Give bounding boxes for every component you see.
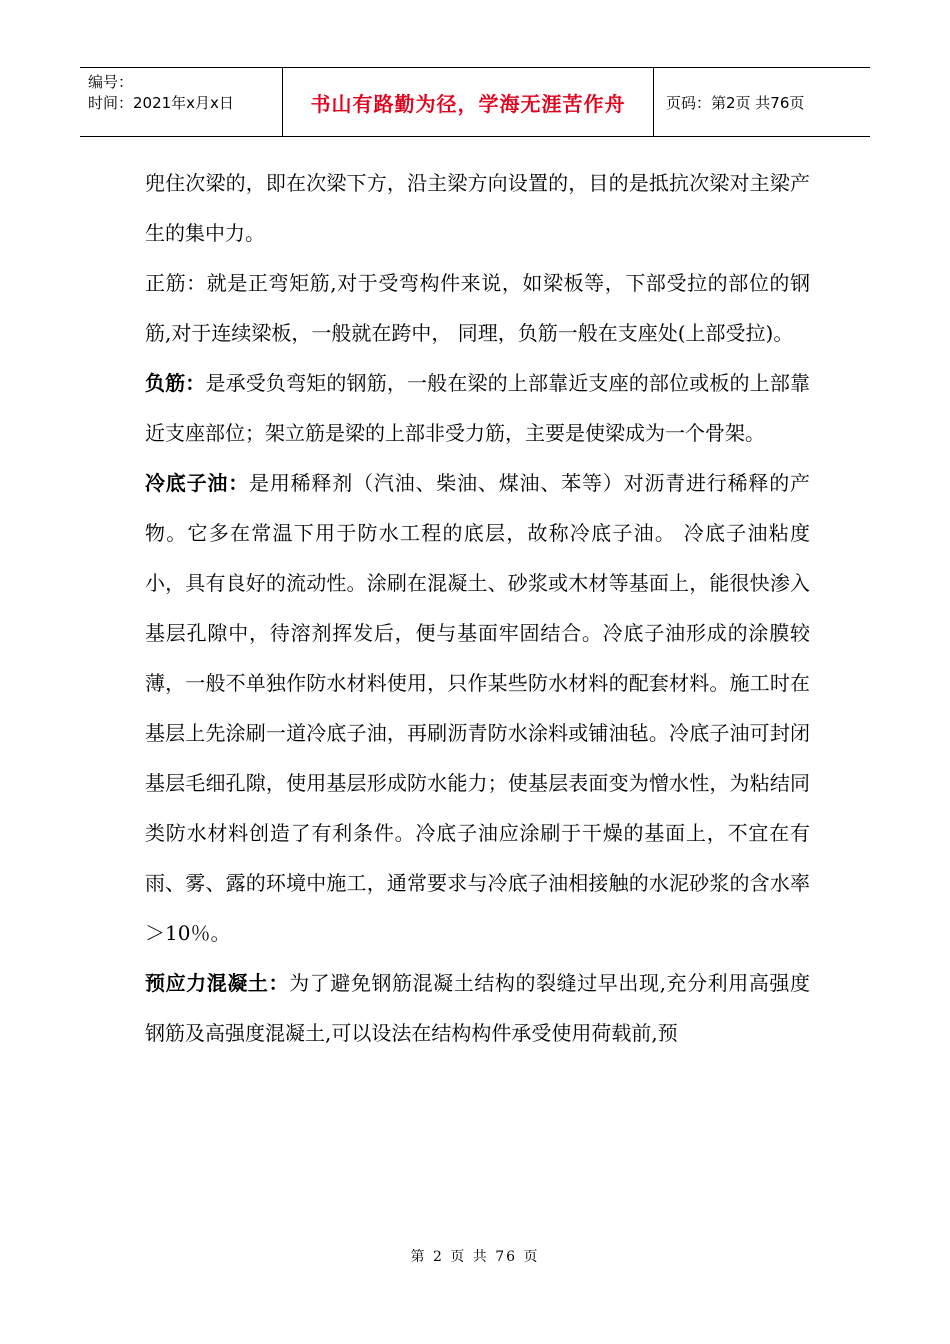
paragraph-text: 兜住次梁的，即在次梁下方，沿主梁方向设置的，目的是抵抗次梁对主梁产生的集中力。	[145, 171, 810, 245]
paragraph-term: 负筋：	[145, 371, 206, 395]
paragraph-2	[145, 258, 810, 358]
header-motto: 书山有路勤为径，学海无涯苦作舟	[283, 68, 654, 136]
paragraph-4	[145, 458, 810, 958]
paragraph-5	[145, 958, 810, 1058]
paragraph-text: 为了避免钢筋混凝土结构的裂缝过早出现,充分利用高强度钢筋及高强度混凝土,可以设法在结构构件承受使用荷载前,预	[145, 971, 810, 1045]
paragraph-term: 预应力混凝土：	[145, 971, 290, 995]
paragraph-text: 是用稀释剂（汽油、柴油、煤油、苯等）对沥青进行稀释的产物。它多在常温下用于防水工程的底层，故称冷底子油。 冷底子油粘度小，具有良好的流动性。涂刷在混凝土、砂浆或木材等基面上，能很快渗入基层孔隙中，待溶剂挥发后，便与基面牢固结合。冷底子油形成的涂膜较薄，一般不单独作防水材料使用，只作某些防水材料的配套材料。施工时在基层上先涂刷一道冷底子油，再刷沥青防水涂料或铺油毡。冷底子油可封闭基层毛细孔隙，使用基层形成防水能力；使基层表面变为憎水性，为粘结同类防水材料创造了有利条件。冷底子油应涂刷于干燥的基面上，不宜在有雨、雾、露的环境中施工，通常要求与冷底子油相接触的水泥砂浆的含水率＞10％。	[145, 471, 811, 945]
header-meta	[80, 68, 283, 136]
header-page-info: 页码：第2页 共76页	[666, 93, 805, 112]
document-body	[145, 158, 810, 1058]
paragraph-text: 正筋：就是正弯矩筋,对于受弯构件来说，如梁板等，下部受拉的部位的钢筋,对于连续梁板，一般就在跨中， 同理，负筋一般在支座处(上部受拉)。	[145, 271, 810, 345]
paragraph-1	[145, 158, 810, 258]
page-footer: 第 2 页 共 76 页	[410, 1249, 540, 1265]
date-line: 时间：2021年x月x日	[88, 94, 234, 112]
paragraph-3	[145, 358, 810, 458]
page-header	[80, 67, 870, 137]
serial-label: 编号：	[88, 73, 134, 91]
paragraph-term: 冷底子油：	[145, 471, 250, 495]
paragraph-text: 是承受负弯矩的钢筋，一般在梁的上部靠近支座的部位或板的上部靠近支座部位；架立筋是梁的上部非受力筋，主要是使梁成为一个骨架。	[145, 371, 810, 445]
